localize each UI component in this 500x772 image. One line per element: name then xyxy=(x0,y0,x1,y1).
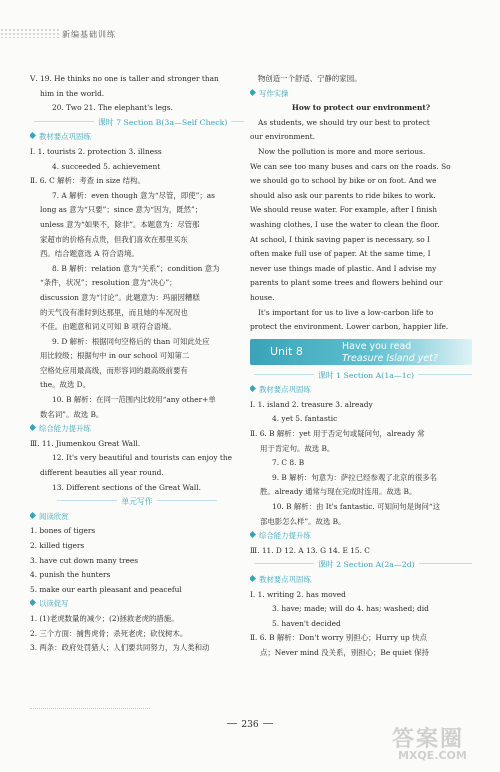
lesson-heading xyxy=(250,369,472,384)
dash-left xyxy=(227,723,237,724)
text-line: should also ask our parents to ride bikes to work. xyxy=(250,190,436,200)
heading-rule xyxy=(254,374,314,375)
diamond-icon xyxy=(30,512,36,519)
diamond-icon xyxy=(30,132,36,139)
section-heading xyxy=(250,87,472,102)
text-line: “条件，状况”；resolution 意为“决心”； xyxy=(40,278,177,288)
dash-right xyxy=(263,723,273,724)
section-heading-text: 综合能力提升练 xyxy=(259,531,311,541)
text-line: 5. make our earth pleasant and peaceful xyxy=(30,584,182,594)
heading-rule xyxy=(254,563,314,564)
text-line: Ⅰ. 1. island 2. treasure 3. already xyxy=(250,399,373,409)
right-column xyxy=(250,72,472,661)
text-line: As students, we should try our best to protect xyxy=(258,117,430,127)
text-line: 用比较级；根据句中 in our school 可知第二 xyxy=(40,351,190,361)
heading-rule xyxy=(57,500,117,501)
watermark-logo xyxy=(392,722,492,766)
section-heading xyxy=(30,597,244,612)
diamond-icon xyxy=(250,575,256,582)
text-line: 20. Two 21. The elephant's legs. xyxy=(52,103,173,113)
left-column xyxy=(30,72,244,656)
heading-rule xyxy=(34,121,94,122)
text-line: we should go to school by bike or on foot. And we xyxy=(250,176,437,186)
unit-label: Unit 8 xyxy=(270,344,303,358)
text-line: protect the environment. Lower carbon, happier life. xyxy=(250,322,449,332)
header-title: 新编基础训练 xyxy=(62,30,116,39)
diamond-icon xyxy=(250,531,256,538)
text-line: Ⅰ. 1. tourists 2. protection 3. illness xyxy=(30,146,162,156)
section-heading-text: 写作实操 xyxy=(259,88,289,98)
text-line: parents to plant some trees and flowers behind our xyxy=(250,278,443,288)
text-line: 10. B 解析：在同一范围内比较用“any other+单 xyxy=(52,395,216,405)
text-line: We should reuse water. For example, after I finish xyxy=(250,205,438,215)
text-line: different beauties all year round. xyxy=(40,468,164,478)
unit-title-line2: Treasure Island yet? xyxy=(342,352,438,364)
lesson-heading-text: 单元写作 xyxy=(121,497,153,507)
text-line: It's important for us to live a low-carbon life to xyxy=(258,307,434,317)
text-line: 用于肯定句。故选 B。 xyxy=(260,443,335,453)
text-line: 4. succeeded 5. achievement xyxy=(52,161,161,171)
watermark-top: 答案圈 xyxy=(392,727,465,752)
heading-rule xyxy=(419,563,472,564)
text-line: unless 意为“如果不，除非”。本题意为：尽管那 xyxy=(40,219,200,229)
text-line: 点；Never mind 没关系，别担心；Be quiet 保持 xyxy=(260,647,429,657)
bottom-rule xyxy=(30,708,150,709)
text-line: 8. B 解析：relation 意为“关系”；condition 意为 xyxy=(52,263,220,273)
section-heading xyxy=(30,422,244,437)
text-line: 9. B 解析：句意为：萨拉已经参观了北京的很多名 xyxy=(272,472,437,482)
section-heading-text: 阅读欣赏 xyxy=(39,511,69,521)
text-line: 4. punish the hunters xyxy=(30,570,111,580)
section-heading-text: 综合能力提升练 xyxy=(39,424,91,434)
text-line: Ⅱ. 6. B 解析：Don't worry 别担心；Hurry up 快点 xyxy=(250,633,427,643)
text-line: discussion 意为“讨论”。此题意为：玛丽因糟糕 xyxy=(40,292,200,302)
lesson-heading xyxy=(250,558,472,573)
text-line: house. xyxy=(250,292,275,302)
section-heading xyxy=(250,529,472,544)
section-heading-text: 教材要点巩固练 xyxy=(39,132,91,142)
lesson-heading xyxy=(30,495,244,510)
text-line: 3. have; made; will do 4. has; washed; did xyxy=(272,604,429,614)
diamond-icon xyxy=(250,385,256,392)
diamond-icon xyxy=(250,89,256,96)
text-line: 空格处应用最高级，而形容词的最高级前要有 xyxy=(40,365,188,375)
text-line: 7. C 8. B xyxy=(272,458,305,468)
unit-title-line1: Have you read xyxy=(342,340,412,352)
text-line: Ⅲ. 11. Jiumenkou Great Wall. xyxy=(30,438,141,448)
text-line: 2. 三个方面：捕售虎骨；杀死老虎；砍伐树木。 xyxy=(30,628,188,638)
text-line: 9. D 解析：根据同句空格后的 than 可知此处应 xyxy=(52,336,210,346)
lesson-heading-text: 课时 7 Section B(3a—Self Check) xyxy=(98,117,228,127)
lesson-heading-text: 课时 1 Section A(1a—1c) xyxy=(318,370,415,380)
text-line: Now the pollution is more and more serious. xyxy=(258,146,426,156)
text-line: 的天气没有准时到达那里，而且她的车况况也 xyxy=(40,307,188,317)
text-line: 2. killed tigers xyxy=(30,541,85,550)
text-line: We can see too many buses and cars on the roads. So xyxy=(250,161,451,171)
section-heading xyxy=(250,383,472,398)
text-line: 数名词”。故选 B。 xyxy=(40,409,104,419)
text-line: 4. yet 5. fantastic xyxy=(272,414,338,424)
lesson-heading xyxy=(30,116,244,131)
text-line: 家超市的价格有点贵，但我们喜欢在那里买东 xyxy=(40,234,188,244)
text-line: Ⅴ. 19. He thinks no one is taller and stronger than xyxy=(30,74,219,83)
text-line: 7. A 解析：even though 意为“尽管，即使”；as xyxy=(52,190,215,200)
text-line: often make full use of paper. At the same time, I xyxy=(250,249,431,259)
text-line: Ⅱ. 6. B 解析：yet 用于否定句或疑问句，already 常 xyxy=(250,429,425,439)
diamond-icon xyxy=(30,424,36,431)
unit-banner xyxy=(250,339,472,365)
text-line: never use things made of plastic. And I advise my xyxy=(250,263,437,273)
text-line: our environment. xyxy=(250,132,315,142)
text-line: 不佳。由题意和词义可知 B 项符合语境。 xyxy=(40,322,176,332)
section-heading-text: 教材要点巩固练 xyxy=(259,385,311,395)
text-line: 3. 两条：政府处罚猎人；人们要共同努力，为人类和动 xyxy=(30,643,210,653)
text-line: 13. Different sections of the Great Wall. xyxy=(52,482,201,492)
text-line: the。故选 D。 xyxy=(40,380,90,390)
text-line: Ⅲ. 11. D 12. A 13. G 14. E 15. C xyxy=(250,545,370,555)
page-number-text: 236 xyxy=(241,720,259,730)
heading-rule xyxy=(231,121,244,122)
text-line: 部电影怎么样”。故选 B。 xyxy=(260,516,346,526)
header-decoration xyxy=(0,28,60,38)
text-line: 1. (1)老虎数量的减少；(2)拯救老虎的措施。 xyxy=(30,613,179,623)
text-line: long as 意为“只要”；since 意为“因为，既然”； xyxy=(40,205,203,215)
section-heading xyxy=(250,573,472,588)
section-heading-text: 以读促写 xyxy=(39,599,69,609)
diamond-icon xyxy=(30,599,36,606)
essay-title: How to protect our environment? xyxy=(291,103,431,113)
heading-rule xyxy=(418,374,472,375)
text-line: 3. have cut down many trees xyxy=(30,555,139,565)
text-line: Ⅱ. 6. C 解析：考查 in size 结构。 xyxy=(30,176,145,186)
section-heading xyxy=(30,510,244,525)
text-line: 12. It's very beautiful and tourists can enjoy the xyxy=(52,453,232,463)
text-line: At school, I think saving paper is necessary, so I xyxy=(250,234,430,244)
text-line: 胜。already 通常与现在完成时连用。故选 B。 xyxy=(260,487,417,497)
text-line: 10. B 解析：由 It's fantastic. 可知问句是询问“这 xyxy=(272,502,441,512)
text-line: 西。结合题意选 A 符合语境。 xyxy=(40,249,139,259)
section-heading-text: 教材要点巩固练 xyxy=(259,575,311,584)
section-heading xyxy=(30,130,244,145)
text-line: 5. haven't decided xyxy=(272,618,341,628)
text-line: Ⅰ. 1. writing 2. has moved xyxy=(250,589,346,599)
watermark-bottom: MXQE.COM xyxy=(398,749,467,762)
text-line: 1. bones of tigers xyxy=(30,526,96,536)
text-line: washing clothes, I use the water to clean the floor. xyxy=(250,219,440,229)
text-line: 物创造一个舒适、宁静的家园。 xyxy=(258,74,362,83)
text-line: him in the world. xyxy=(40,88,105,98)
lesson-heading-text: 课时 2 Section A(2a—2d) xyxy=(318,560,415,570)
heading-rule xyxy=(157,500,217,501)
